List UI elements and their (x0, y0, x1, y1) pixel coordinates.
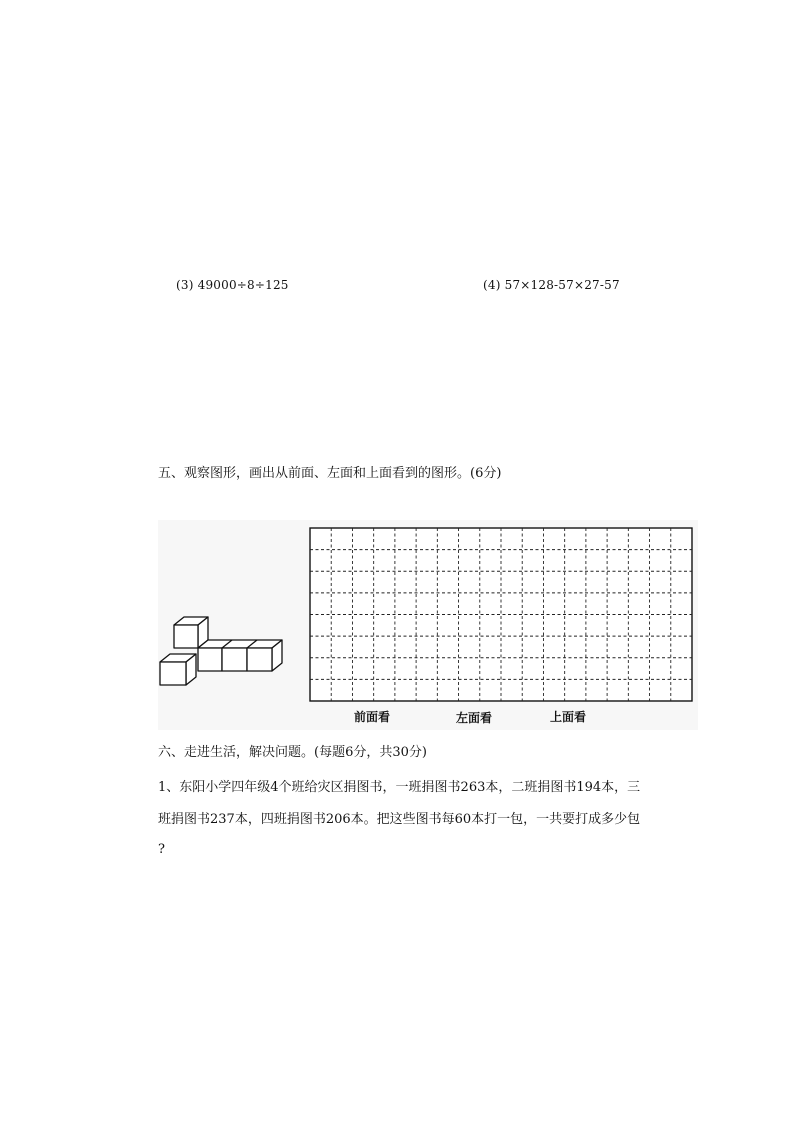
cube-front-face (174, 625, 198, 648)
view-label-top: 上面看 (550, 710, 587, 724)
row-cube-3 (247, 648, 272, 671)
cube-assembly-figure (158, 616, 288, 694)
row-top-face (198, 640, 282, 648)
section-5-title: 五、观察图形，画出从前面、左面和上面看到的图形。(6分) (158, 466, 502, 481)
view-label-front: 前面看 (354, 710, 391, 724)
row-cube-1 (198, 648, 222, 671)
row-cube-2 (222, 648, 247, 671)
answer-grid (309, 527, 693, 702)
problem-3: (3) 49000÷8÷125 (176, 278, 289, 292)
question-1-line-3: ? (158, 842, 165, 857)
question-1-line-2: 班捐图书237本，四班捐图书206本。把这些图书每60本打一包，一共要打成多少包 (158, 812, 641, 827)
problem-4: (4) 57×128-57×27-57 (483, 278, 620, 292)
section-6-title: 六、走进生活，解决问题。(每题6分，共30分) (158, 745, 427, 760)
view-label-left: 左面看 (456, 711, 493, 725)
front-cube-front-face (160, 662, 186, 685)
question-1-line-1: 1、东阳小学四年级4个班给灾区捐图书，一班捐图书263本，二班捐图书194本，三 (158, 780, 641, 795)
